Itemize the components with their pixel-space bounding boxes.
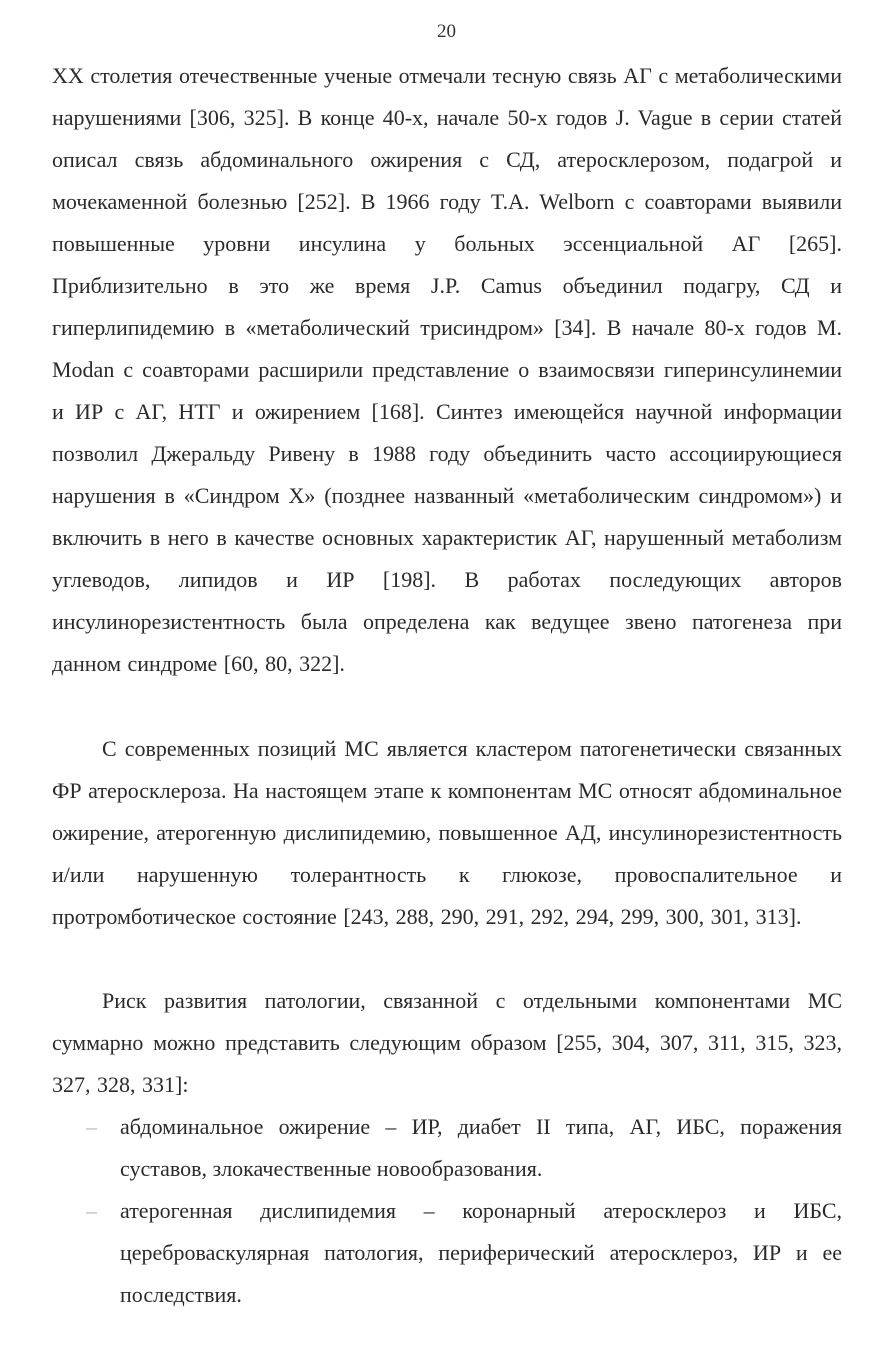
list-dash-marker: –	[86, 1198, 97, 1223]
list-item	[52, 1190, 842, 1316]
risk-list	[52, 1106, 842, 1316]
page-number: 20	[437, 21, 456, 42]
paragraph-risk-intro: Риск развития патологии, связанной с отдельными компонентами МС суммарно можно представить следующим образом [255, 304, 307, 311, 315, 323, 327, 328, 331]:	[52, 988, 842, 1097]
list-item	[52, 1106, 842, 1190]
list-item-text: абдоминальное ожирение – ИР, диабет II типа, АГ, ИБС, поражения суставов, злокачественные новообразования.	[120, 1114, 842, 1181]
list-dash-marker: –	[86, 1114, 97, 1139]
list-item-text: атерогенная дислипидемия – коронарный атеросклероз и ИБС, цереброваскулярная патология, периферический атеросклероз, ИР и ее последствия.	[120, 1198, 842, 1307]
paragraph-ms-components: С современных позиций МС является кластером патогенетически связанных ФР атеросклероза. На настоящем этапе к компонентам МС относят абдоминальное ожирение, атерогенную дислипидемию, повышенное АД, инсулинорезистентность и/или нарушенную толерантность к глюкозе, провоспалительное и протромботическое состояние [243, 288, 290, 291, 292, 294, 299, 300, 301, 313].	[52, 736, 842, 929]
paragraph-history: XX столетия отечественные ученые отмечали тесную связь АГ с метаболическими нарушениями [306, 325]. В конце 40-х, начале 50-х годов J. Vague в серии статей описал связь абдоминального ожирения с СД, атеросклерозом, подагрой и мочекаменной болезнью [252]. В 1966 году T.A. Welborn с соавторами выявили повышенные уровни инсулина у больных эссенциальной АГ [265]. Приблизительно в это же время J.P. Camus объединил подагру, СД и гиперлипидемию в «метаболический трисиндром» [34]. В начале 80-х годов M. Modan с соавторами расширили представление о взаимосвязи гиперинсулинемии и ИР с АГ, НТГ и ожирением [168]. Синтез имеющейся научной информации позволил Джеральду Ривену в 1988 году объединить часто ассоциирующиеся нарушения в «Синдром X» (позднее названный «метаболическим синдромом») и включить в него в качестве основных характеристик АГ, нарушенный метаболизм углеводов, липидов и ИР [198]. В работах последующих авторов инсулинорезистентность была определена как ведущее звено патогенеза при данном синдроме [60, 80, 322].	[52, 63, 842, 676]
